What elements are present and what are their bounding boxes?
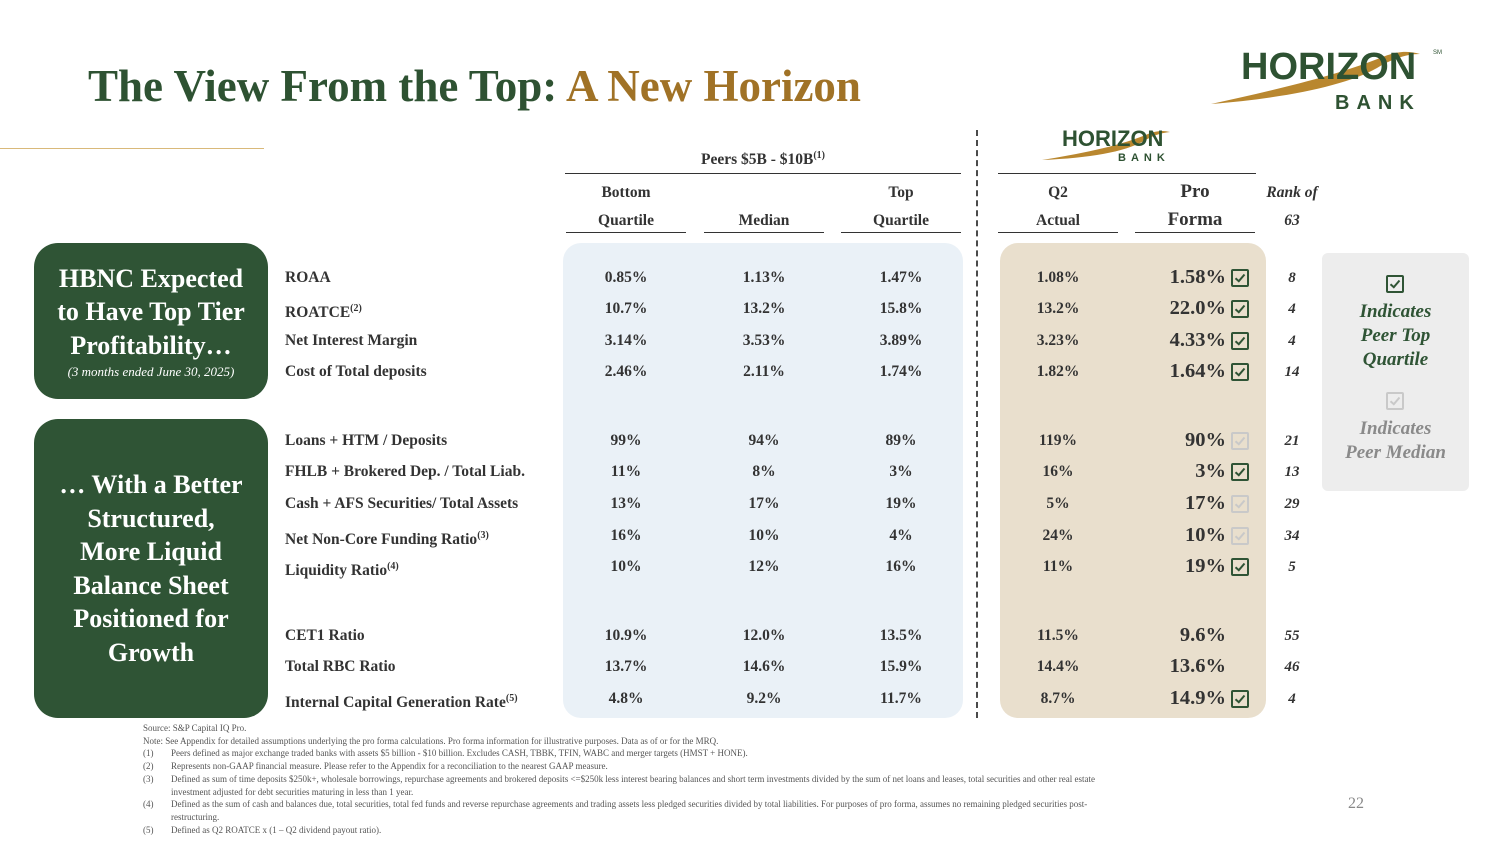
legend-top-line3: Quartile bbox=[1362, 349, 1429, 370]
top-quartile-value: 16% bbox=[885, 558, 917, 575]
pro-forma-value: 1.58% bbox=[1169, 266, 1226, 288]
top-quartile-value: 1.74% bbox=[879, 363, 923, 380]
median-value: 2.11% bbox=[743, 363, 785, 380]
header-pro-forma-line1: Pro bbox=[1180, 181, 1210, 202]
footnote-source: Source: S&P Capital IQ Pro. bbox=[143, 723, 247, 733]
table-logo-word: HORIZON bbox=[1062, 126, 1164, 151]
footnote-1: (1) Peers defined as major exchange traded banks with assets $5 billion - $10 billion. Excludes CASH, TBBK, TFIN, WABC and merger targets (HMST + HONE). bbox=[143, 748, 748, 759]
peers-group-header: Peers $5B - $\$10B^{(1)}$ bbox=[700, 150, 826, 169]
header-q2-line2: Actual bbox=[1036, 212, 1080, 229]
top-quartile-check-icon bbox=[1386, 275, 1404, 293]
header-pro-forma-line2: Forma bbox=[1167, 209, 1223, 230]
row-label: FHLB + Brokered Dep. / Total Liab. bbox=[285, 463, 525, 480]
footnote-5: (5) Defined as Q2 ROATCE x (1 – Q2 dividend payout ratio). bbox=[143, 824, 382, 835]
top-quartile-value: 15.9% bbox=[879, 658, 923, 675]
bottom-quartile-value: 4.8% bbox=[608, 690, 644, 707]
q2-actual-value: 5% bbox=[1046, 495, 1070, 512]
pro-forma-value: 1.64% bbox=[1169, 360, 1226, 382]
header-median: Median bbox=[738, 212, 790, 229]
median-value: 12.0% bbox=[742, 627, 786, 644]
row-label: Loans + HTM / Deposits bbox=[285, 432, 448, 449]
top-quartile-value: 4% bbox=[889, 527, 913, 544]
header-median-underline bbox=[704, 232, 824, 233]
q2-actual-value: 11.5% bbox=[1037, 627, 1079, 644]
footnote-4: (4) Defined as the sum of cash and balances due, total securities, total fed funds and reverse repurchase agreements and trading assets less pledged securities divided by total liabilities. For purposes of pro forma, assumes no remaining pledged securities post- restructuring. bbox=[143, 799, 1088, 822]
footnote-note: Note: See Appendix for detailed assumptions underlying the pro forma calculations. Pro forma information for illustrative purposes. Data as of or for the MRQ. bbox=[143, 735, 719, 746]
median-value: 13.2% bbox=[742, 300, 786, 317]
median-check-icon bbox=[1231, 527, 1249, 545]
pro-forma-value: 90% bbox=[1185, 429, 1226, 451]
header-bottom-quartile-line1: Bottom bbox=[601, 184, 651, 201]
bottom-quartile-value: 13.7% bbox=[604, 658, 648, 675]
top-quartile-value: 19% bbox=[885, 495, 917, 512]
top-quartile-value: 11.7% bbox=[880, 690, 922, 707]
top-quartile-value: 89% bbox=[885, 432, 917, 449]
bottom-quartile-value: 99% bbox=[610, 432, 642, 449]
rank-value: 55 bbox=[1284, 628, 1300, 644]
horizon-group-underline bbox=[998, 173, 1256, 174]
top-quartile-check-icon bbox=[1231, 690, 1249, 708]
page-title-accent: A New Horizon bbox=[565, 61, 861, 111]
pro-forma-value: 10% bbox=[1185, 524, 1226, 546]
rank-value: 5 bbox=[1288, 559, 1296, 575]
footnotes bbox=[143, 722, 1308, 836]
q2-actual-value: 16% bbox=[1042, 463, 1074, 480]
median-check-icon bbox=[1231, 432, 1249, 450]
pro-forma-value: 9.6% bbox=[1179, 624, 1226, 646]
top-quartile-value: 15.8% bbox=[879, 300, 923, 317]
dashed-divider bbox=[976, 130, 978, 718]
rank-value: 4 bbox=[1288, 691, 1296, 707]
rank-value: 4 bbox=[1288, 333, 1296, 349]
legend-median-line1: Indicates bbox=[1359, 418, 1432, 439]
q2-actual-value: 8.7% bbox=[1040, 690, 1076, 707]
header-bottom-underline bbox=[566, 232, 686, 233]
row-label: Net Interest Margin bbox=[285, 332, 418, 349]
median-value: 10% bbox=[748, 527, 780, 544]
legend-top-line2: Peer Top bbox=[1360, 325, 1431, 346]
profitability-box bbox=[34, 243, 268, 399]
rank-value: 29 bbox=[1284, 496, 1300, 512]
header-rank-line2: 63 bbox=[1284, 212, 1300, 229]
header-q2-underline bbox=[998, 232, 1118, 233]
pro-forma-value: 19% bbox=[1185, 555, 1226, 577]
median-value: 8% bbox=[752, 463, 776, 480]
legend-top-line1: Indicates bbox=[1359, 301, 1432, 322]
q2-actual-value: 1.08% bbox=[1036, 269, 1080, 286]
rank-value: 34 bbox=[1284, 528, 1300, 544]
header-bottom-quartile-line2: Quartile bbox=[598, 212, 654, 229]
top-quartile-value: 3.89% bbox=[879, 332, 923, 349]
header-top-quartile-line2: Quartile bbox=[873, 212, 929, 229]
median-value: 14.6% bbox=[742, 658, 786, 675]
row-label: ROATCE$^{(2)}$ bbox=[285, 303, 362, 322]
top-quartile-value: 3% bbox=[889, 463, 913, 480]
q2-actual-value: 13.2% bbox=[1036, 300, 1080, 317]
row-label: Net Non-Core Funding Ratio$^{(3)}$ bbox=[285, 530, 489, 549]
rank-value: 8 bbox=[1288, 270, 1296, 286]
row-label: Cost of Total deposits bbox=[285, 363, 427, 380]
row-label: Cash + AFS Securities/ Total Assets bbox=[285, 495, 519, 512]
bottom-quartile-value: 0.85% bbox=[604, 269, 648, 286]
balance-sheet-box-text: … With a Better Structured, More Liquid Balance Sheet Positioned for Growth bbox=[59, 470, 243, 667]
legend-median-line2: Peer Median bbox=[1345, 442, 1446, 463]
median-check-icon bbox=[1231, 495, 1249, 513]
rank-value: 14 bbox=[1284, 364, 1300, 380]
table-horizon-logo bbox=[1040, 124, 1190, 170]
bottom-quartile-value: 10.7% bbox=[604, 300, 648, 317]
header-q2-line1: Q2 bbox=[1048, 184, 1068, 201]
footnote-3: (3) Defined as sum of time deposits $250k+, wholesale borrowings, repurchase agreements and brokered deposits <=$250k less interest bearing balances and short term investments divided by the sum of net loans and leases, total securities and other real estate investment adjusted for debt securities maturing in less than 1 year. bbox=[143, 773, 1095, 797]
rank-value: 46 bbox=[1284, 659, 1300, 675]
bottom-quartile-value: 3.14% bbox=[604, 332, 648, 349]
bottom-quartile-value: 13% bbox=[610, 495, 642, 512]
peers-group-underline bbox=[565, 173, 961, 174]
row-label: Total RBC Ratio bbox=[285, 658, 396, 675]
top-quartile-value: 13.5% bbox=[879, 627, 923, 644]
median-value: 1.13% bbox=[742, 269, 786, 286]
q2-actual-value: 14.4% bbox=[1036, 658, 1080, 675]
top-quartile-check-icon bbox=[1231, 269, 1249, 287]
top-quartile-check-icon bbox=[1231, 332, 1249, 350]
bottom-quartile-value: 2.46% bbox=[604, 363, 648, 380]
pro-forma-value: 3% bbox=[1195, 460, 1226, 482]
title-rule bbox=[0, 148, 264, 149]
logo-sub: BANK bbox=[1335, 92, 1421, 114]
pro-forma-value: 13.6% bbox=[1169, 655, 1226, 677]
q2-actual-value: 11% bbox=[1042, 558, 1074, 575]
top-quartile-check-icon bbox=[1231, 363, 1249, 381]
header-top-quartile-line1: Top bbox=[888, 184, 914, 201]
page-title: The View From the Top: A New Horizon bbox=[88, 61, 861, 111]
header-rank-line1: Rank of bbox=[1266, 184, 1318, 201]
median-value: 12% bbox=[748, 558, 780, 575]
median-value: 17% bbox=[748, 495, 780, 512]
page-number: 22 bbox=[1348, 795, 1364, 812]
median-value: 9.2% bbox=[746, 690, 782, 707]
bottom-quartile-value: 16% bbox=[610, 527, 642, 544]
profitability-box-subtext: (3 months ended June 30, 2025) bbox=[67, 364, 235, 380]
top-quartile-value: 1.47% bbox=[879, 269, 923, 286]
table-logo-sub: BANK bbox=[1118, 152, 1170, 164]
top-quartile-check-icon bbox=[1231, 463, 1249, 481]
horizon-bank-logo bbox=[1205, 38, 1455, 118]
top-quartile-check-icon bbox=[1231, 300, 1249, 318]
row-label: CET1 Ratio bbox=[285, 627, 365, 644]
median-value: 94% bbox=[748, 432, 780, 449]
rank-value: 13 bbox=[1284, 464, 1300, 480]
median-value: 3.53% bbox=[742, 332, 786, 349]
q2-actual-value: 3.23% bbox=[1036, 332, 1080, 349]
row-label: Liquidity Ratio$^{(4)}$ bbox=[285, 561, 399, 580]
bottom-quartile-value: 11% bbox=[610, 463, 642, 480]
row-label: Internal Capital Generation Rate$^{(5)}$ bbox=[285, 693, 518, 712]
row-label: ROAA bbox=[285, 269, 331, 286]
checkmark-legend bbox=[1322, 253, 1469, 491]
logo-word: HORIZON bbox=[1241, 46, 1417, 88]
q2-actual-value: 1.82% bbox=[1036, 363, 1080, 380]
q2-actual-value: 24% bbox=[1042, 527, 1074, 544]
pro-forma-value: 4.33% bbox=[1169, 329, 1226, 351]
header-top-underline bbox=[841, 232, 961, 233]
rank-value: 4 bbox=[1288, 301, 1296, 317]
pro-forma-value: 22.0% bbox=[1169, 297, 1226, 319]
pro-forma-value: 14.9% bbox=[1169, 687, 1226, 709]
bottom-quartile-value: 10.9% bbox=[604, 627, 648, 644]
pro-forma-value: 17% bbox=[1185, 492, 1226, 514]
bottom-quartile-value: 10% bbox=[610, 558, 642, 575]
median-check-icon bbox=[1386, 392, 1404, 410]
header-pro-forma-underline bbox=[1135, 232, 1255, 233]
logo-tm: SM bbox=[1433, 50, 1442, 56]
balance-sheet-box bbox=[34, 419, 268, 718]
profitability-box-text: HBNC Expected to Have Top Tier Profitability… bbox=[57, 263, 245, 360]
footnote-2: (2) Represents non-GAAP financial measure. Please refer to the Appendix for a reconciliation to the nearest GAAP measure. bbox=[143, 761, 608, 772]
rank-value: 21 bbox=[1284, 433, 1300, 449]
top-quartile-check-icon bbox=[1231, 558, 1249, 576]
q2-actual-value: 119% bbox=[1039, 432, 1077, 449]
